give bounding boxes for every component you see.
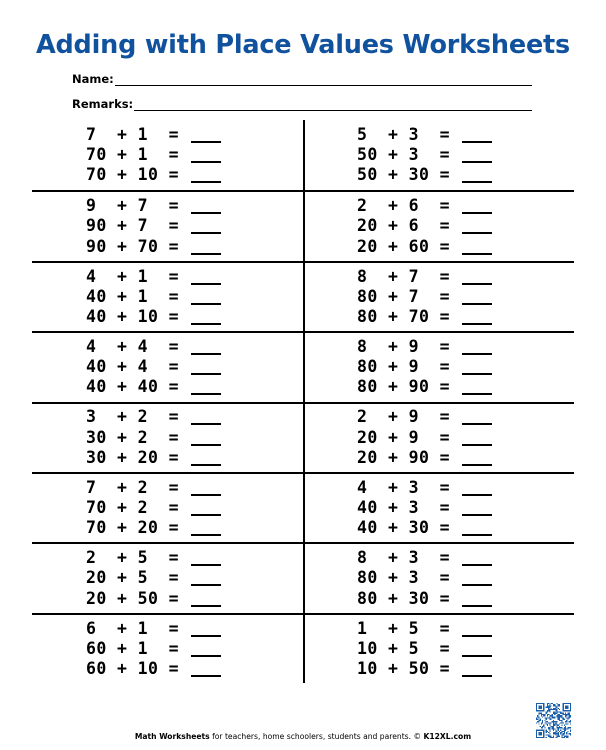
problem-block: [86, 337, 221, 398]
equation-row: [86, 568, 221, 588]
equation-text: 4 + 3 =: [357, 477, 461, 497]
problem-cell-left: [32, 474, 303, 542]
equation-row: [86, 337, 221, 357]
equation-text: 3 + 2 =: [86, 407, 190, 427]
equation-text: 60 + 1 =: [86, 638, 190, 658]
equation-text: 50 + 3 =: [357, 145, 461, 165]
equation-text: 60 + 10 =: [86, 659, 190, 679]
equation-row: [357, 145, 492, 165]
equation-text: 2 + 9 =: [357, 407, 461, 427]
remarks-label: Remarks:: [72, 97, 134, 111]
problem-block: [86, 125, 221, 186]
name-label: Name:: [72, 72, 114, 86]
answer-blank[interactable]: [191, 373, 221, 375]
problem-cell-right: [303, 615, 574, 683]
answer-blank[interactable]: [462, 353, 492, 355]
equation-row: [86, 145, 221, 165]
equation-row: [86, 659, 221, 679]
answer-blank[interactable]: [191, 303, 221, 305]
equation-text: 70 + 10 =: [86, 165, 190, 185]
problem-cell-right: [303, 544, 574, 612]
answer-blank[interactable]: [191, 494, 221, 496]
equation-row: [357, 568, 492, 588]
column-divider: [303, 120, 305, 683]
answer-blank[interactable]: [191, 181, 221, 183]
problem-cell-left: [32, 263, 303, 331]
problem-cell-right: [303, 192, 574, 260]
problem-block: [357, 619, 492, 680]
problem-cell-right: [303, 263, 574, 331]
problem-block: [86, 548, 221, 609]
answer-blank[interactable]: [462, 141, 492, 143]
equation-text: 1 + 5 =: [357, 618, 461, 638]
problem-cell-left: [32, 333, 303, 401]
equation-row: [357, 478, 492, 498]
equation-row: [86, 196, 221, 216]
problem-block: [86, 196, 221, 257]
equation-row: [86, 518, 221, 538]
equation-row: [357, 267, 492, 287]
problem-cell-right: [303, 120, 574, 190]
equation-text: 80 + 30 =: [357, 588, 461, 608]
equation-row: [86, 498, 221, 518]
equation-row: [357, 216, 492, 236]
equation-row: [357, 237, 492, 257]
answer-blank[interactable]: [462, 393, 492, 395]
equation-text: 20 + 60 =: [357, 236, 461, 256]
answer-blank[interactable]: [191, 584, 221, 586]
equation-text: 2 + 6 =: [357, 196, 461, 216]
equation-text: 20 + 6 =: [357, 216, 461, 236]
answer-blank[interactable]: [462, 635, 492, 637]
equation-text: 8 + 7 =: [357, 266, 461, 286]
equation-text: 4 + 4 =: [86, 337, 190, 357]
equation-text: 70 + 2 =: [86, 498, 190, 518]
problem-block: [357, 407, 492, 468]
problem-cell-right: [303, 404, 574, 472]
qr-code-icon: [536, 703, 571, 738]
problem-block: [86, 478, 221, 539]
problem-block: [357, 125, 492, 186]
problem-block: [357, 478, 492, 539]
equation-text: 20 + 90 =: [357, 447, 461, 467]
equation-row: [86, 216, 221, 236]
page-title: Adding with Place Values Worksheets: [35, 30, 571, 60]
problem-cell-left: [32, 404, 303, 472]
equation-text: 40 + 4 =: [86, 357, 190, 377]
answer-blank[interactable]: [462, 514, 492, 516]
equation-row: [357, 337, 492, 357]
problem-block: [357, 337, 492, 398]
equation-row: [86, 125, 221, 145]
answer-blank[interactable]: [191, 323, 221, 325]
answer-blank[interactable]: [191, 161, 221, 163]
equation-text: 9 + 7 =: [86, 196, 190, 216]
remarks-field-row: [72, 91, 532, 111]
footer-brand: Math Worksheets: [134, 732, 210, 741]
answer-blank[interactable]: [191, 534, 221, 536]
equation-text: 4 + 1 =: [86, 266, 190, 286]
equation-text: 8 + 9 =: [357, 337, 461, 357]
equation-text: 80 + 70 =: [357, 307, 461, 327]
equation-text: 80 + 7 =: [357, 286, 461, 306]
answer-blank[interactable]: [191, 564, 221, 566]
equation-text: 70 + 20 =: [86, 518, 190, 538]
equation-row: [86, 548, 221, 568]
equation-text: 80 + 3 =: [357, 568, 461, 588]
equation-text: 40 + 40 =: [86, 377, 190, 397]
answer-blank[interactable]: [462, 181, 492, 183]
answer-blank[interactable]: [462, 212, 492, 214]
answer-blank[interactable]: [462, 373, 492, 375]
answer-blank[interactable]: [462, 584, 492, 586]
equation-row: [86, 619, 221, 639]
problem-block: [357, 548, 492, 609]
answer-blank[interactable]: [191, 232, 221, 234]
answer-blank[interactable]: [191, 353, 221, 355]
footer-site: K12XL.com: [423, 732, 472, 741]
equation-text: 10 + 50 =: [357, 659, 461, 679]
problem-cell-left: [32, 120, 303, 190]
equation-text: 10 + 5 =: [357, 638, 461, 658]
answer-blank[interactable]: [462, 605, 492, 607]
equation-row: [357, 498, 492, 518]
problem-cell-left: [32, 544, 303, 612]
problem-block: [86, 407, 221, 468]
equation-row: [86, 428, 221, 448]
equation-text: 80 + 9 =: [357, 357, 461, 377]
name-field-row: [72, 66, 532, 86]
problem-cell-left: [32, 192, 303, 260]
equation-row: [357, 125, 492, 145]
answer-blank[interactable]: [191, 514, 221, 516]
problem-cell-left: [32, 615, 303, 683]
name-input-line[interactable]: [115, 72, 532, 86]
answer-blank[interactable]: [191, 635, 221, 637]
equation-row: [86, 237, 221, 257]
answer-blank[interactable]: [462, 323, 492, 325]
answer-blank[interactable]: [462, 655, 492, 657]
answer-blank[interactable]: [191, 423, 221, 425]
answer-blank[interactable]: [191, 393, 221, 395]
equation-row: [357, 377, 492, 397]
answer-blank[interactable]: [191, 464, 221, 466]
footer-credit: [0, 732, 606, 741]
equation-row: [86, 478, 221, 498]
equation-text: 90 + 7 =: [86, 216, 190, 236]
equation-row: [357, 196, 492, 216]
answer-blank[interactable]: [191, 675, 221, 677]
problem-block: [357, 267, 492, 328]
answer-blank[interactable]: [191, 141, 221, 143]
equation-row: [357, 428, 492, 448]
equation-row: [86, 287, 221, 307]
answer-blank[interactable]: [191, 444, 221, 446]
equation-row: [86, 448, 221, 468]
answer-blank[interactable]: [462, 303, 492, 305]
equation-row: [357, 619, 492, 639]
equation-text: 90 + 70 =: [86, 236, 190, 256]
equation-text: 80 + 90 =: [357, 377, 461, 397]
equation-row: [86, 357, 221, 377]
equation-text: 40 + 3 =: [357, 498, 461, 518]
problem-block: [86, 267, 221, 328]
equation-row: [357, 165, 492, 185]
problem-grid: [32, 120, 574, 683]
answer-blank[interactable]: [462, 444, 492, 446]
equation-text: 8 + 3 =: [357, 548, 461, 568]
answer-blank[interactable]: [462, 423, 492, 425]
equation-row: [357, 659, 492, 679]
problem-block: [86, 619, 221, 680]
equation-text: 30 + 2 =: [86, 427, 190, 447]
equation-text: 50 + 30 =: [357, 165, 461, 185]
equation-row: [357, 407, 492, 427]
problem-block: [357, 196, 492, 257]
remarks-input-line[interactable]: [134, 97, 532, 111]
equation-text: 20 + 5 =: [86, 568, 190, 588]
equation-row: [357, 639, 492, 659]
equation-text: 40 + 10 =: [86, 307, 190, 327]
equation-text: 20 + 9 =: [357, 427, 461, 447]
equation-text: 2 + 5 =: [86, 548, 190, 568]
equation-text: 7 + 2 =: [86, 477, 190, 497]
equation-row: [86, 589, 221, 609]
equation-row: [357, 448, 492, 468]
answer-blank[interactable]: [462, 675, 492, 677]
answer-blank[interactable]: [462, 534, 492, 536]
answer-blank[interactable]: [191, 212, 221, 214]
answer-blank[interactable]: [191, 283, 221, 285]
equation-row: [86, 377, 221, 397]
equation-text: 30 + 20 =: [86, 447, 190, 467]
equation-row: [357, 307, 492, 327]
answer-blank[interactable]: [191, 605, 221, 607]
footer-text: for teachers, home schoolers, students and parents. ©: [209, 732, 424, 741]
answer-blank[interactable]: [462, 283, 492, 285]
equation-row: [86, 307, 221, 327]
equation-row: [86, 407, 221, 427]
equation-text: 40 + 1 =: [86, 286, 190, 306]
equation-text: 40 + 30 =: [357, 518, 461, 538]
equation-row: [357, 357, 492, 377]
equation-text: 7 + 1 =: [86, 124, 190, 144]
equation-row: [86, 639, 221, 659]
equation-text: 20 + 50 =: [86, 588, 190, 608]
equation-text: 70 + 1 =: [86, 145, 190, 165]
answer-blank[interactable]: [462, 161, 492, 163]
equation-text: 6 + 1 =: [86, 618, 190, 638]
equation-row: [357, 287, 492, 307]
equation-row: [357, 518, 492, 538]
equation-row: [357, 589, 492, 609]
answer-blank[interactable]: [191, 655, 221, 657]
answer-blank[interactable]: [462, 464, 492, 466]
answer-blank[interactable]: [462, 564, 492, 566]
equation-text: 5 + 3 =: [357, 124, 461, 144]
answer-blank[interactable]: [462, 232, 492, 234]
equation-row: [357, 548, 492, 568]
problem-cell-right: [303, 474, 574, 542]
equation-row: [86, 267, 221, 287]
answer-blank[interactable]: [462, 494, 492, 496]
equation-row: [86, 165, 221, 185]
answer-blank[interactable]: [191, 253, 221, 255]
problem-cell-right: [303, 333, 574, 401]
answer-blank[interactable]: [462, 253, 492, 255]
